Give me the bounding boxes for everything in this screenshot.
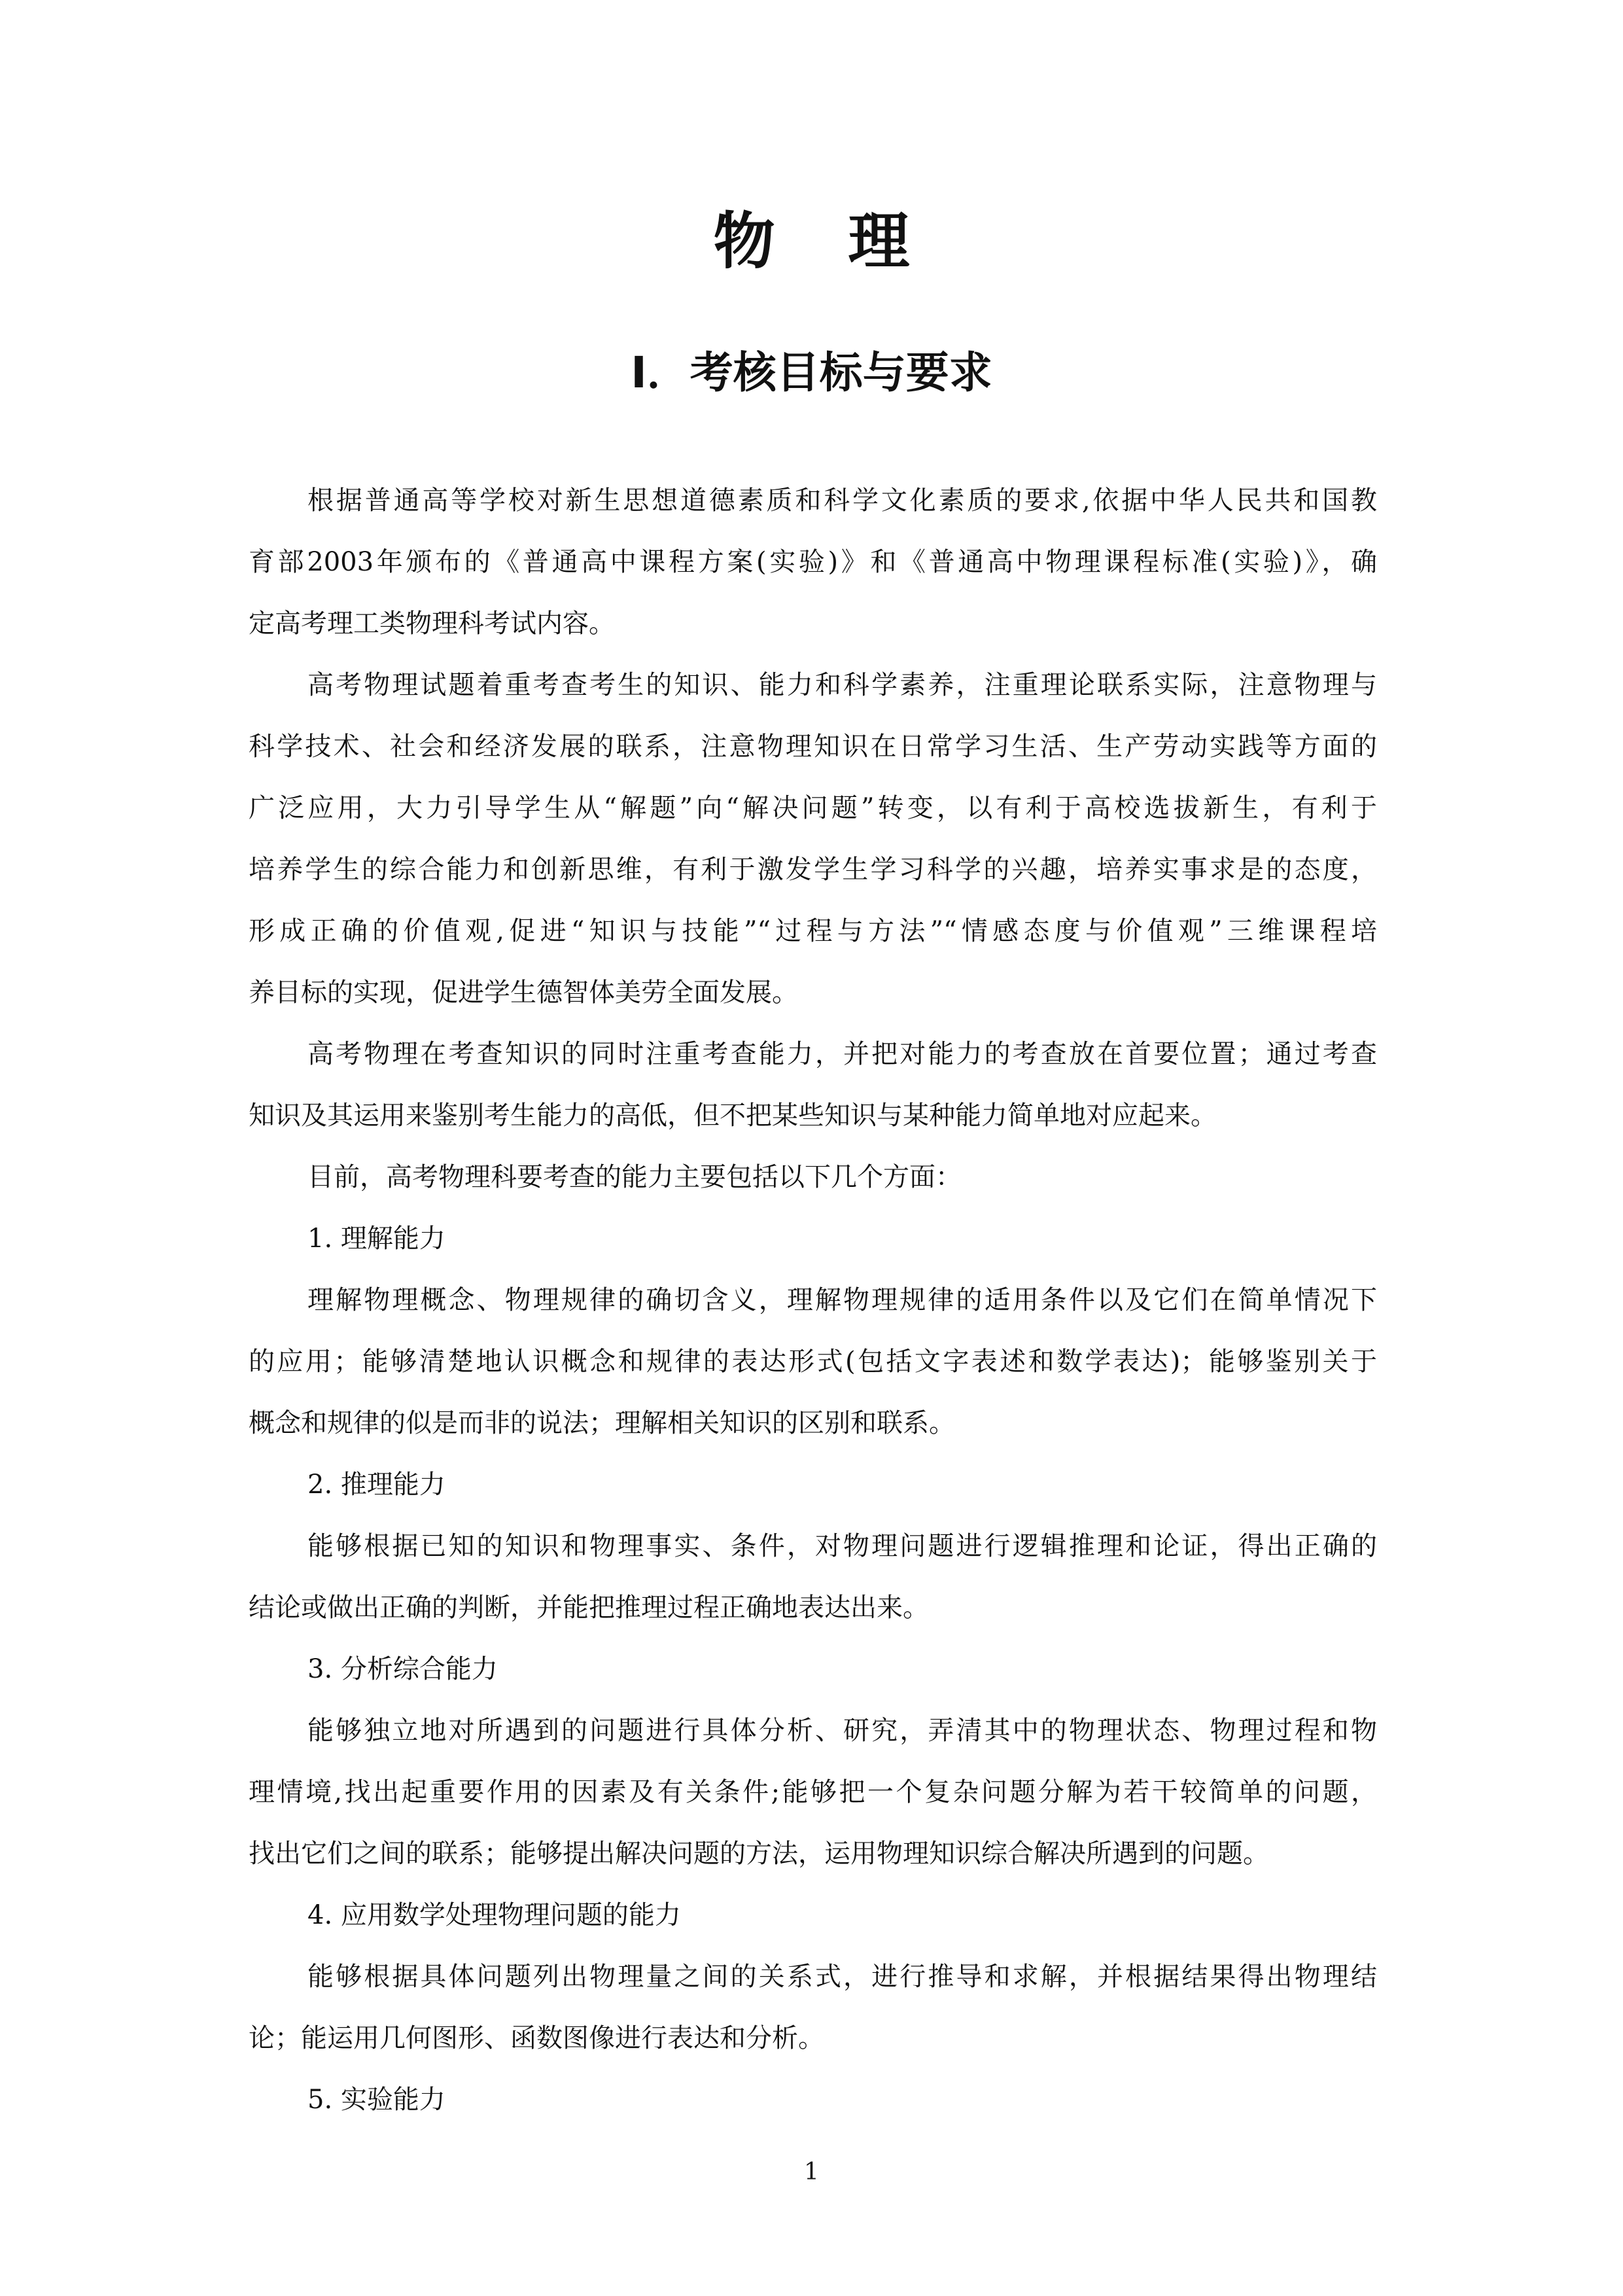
text-line: 广泛应用，大力引导学生从“解题”向“解决问题”转变，以有利于高校选拔新生，有利于 <box>249 793 1377 823</box>
text-line: 高考物理试题着重考查考生的知识、能力和科学素养，注重理论联系实际，注意物理与 <box>307 670 1377 700</box>
text-line: 知识及其运用来鉴别考生能力的高低，但不把某些知识与某种能力简单地对应起来。 <box>249 1101 1217 1131</box>
document-title: 物 理 <box>713 206 935 277</box>
text-line: 根据普通高等学校对新生思想道德素质和科学文化素质的要求,依据中华人民共和国教 <box>307 486 1377 516</box>
text-line: 定高考理工类物理科考试内容。 <box>249 609 615 639</box>
text-line: 能够独立地对所遇到的问题进行具体分析、研究，弄清其中的物理状态、物理过程和物 <box>307 1716 1377 1746</box>
text-line: 能够根据具体问题列出物理量之间的关系式，进行推导和求解，并根据结果得出物理结 <box>307 1962 1377 1992</box>
text-line: 结论或做出正确的判断，并能把推理过程正确地表达出来。 <box>249 1593 929 1623</box>
text-line: 理情境,找出起重要作用的因素及有关条件;能够把一个复杂问题分解为若干较简单的问题， <box>249 1777 1377 1807</box>
text-line: 能够根据已知的知识和物理事实、条件，对物理问题进行逻辑推理和论证，得出正确的 <box>307 1531 1377 1561</box>
text-line: 概念和规律的似是而非的说法；理解相关知识的区别和联系。 <box>249 1408 955 1438</box>
text-line: 养目标的实现，促进学生德智体美劳全面发展。 <box>249 978 798 1008</box>
text-line: 培养学生的综合能力和创新思维，有利于激发学生学习科学的兴趣，培养实事求是的态度， <box>249 855 1377 885</box>
text-line: 育部2003年颁布的《普通高中课程方案(实验)》和《普通高中物理课程标准(实验)》，确 <box>249 547 1377 577</box>
text-line: 理解物理概念、物理规律的确切含义，理解物理规律的适用条件以及它们在简单情况下 <box>307 1285 1377 1315</box>
text-line: 3. 分析综合能力 <box>307 1654 498 1684</box>
text-line: 科学技术、社会和经济发展的联系，注意物理知识在日常学习生活、生产劳动实践等方面的 <box>249 732 1377 762</box>
text-line: 论；能运用几何图形、函数图像进行表达和分析。 <box>249 2023 824 2053</box>
text-line: 5. 实验能力 <box>307 2085 445 2115</box>
section-heading: Ⅰ．考核目标与要求 <box>631 347 992 398</box>
text-line: 找出它们之间的联系；能够提出解决问题的方法，运用物理知识综合解决所遇到的问题。 <box>249 1839 1269 1869</box>
text-line: 的应用；能够清楚地认识概念和规律的表达形式(包括文字表述和数学表达)；能够鉴别关于 <box>249 1347 1377 1377</box>
text-line: 4. 应用数学处理物理问题的能力 <box>307 1900 681 1930</box>
text-line: 1. 理解能力 <box>307 1224 445 1254</box>
text-line: 2. 推理能力 <box>307 1470 445 1500</box>
text-line: 形成正确的价值观,促进“知识与技能”“过程与方法”“情感态度与价值观”三维课程培 <box>249 916 1377 946</box>
text-line: 高考物理在考查知识的同时注重考查能力，并把对能力的考查放在首要位置；通过考查 <box>307 1039 1377 1069</box>
page-number: 1 <box>804 2159 819 2185</box>
text-line: 目前，高考物理科要考查的能力主要包括以下几个方面： <box>307 1162 962 1192</box>
